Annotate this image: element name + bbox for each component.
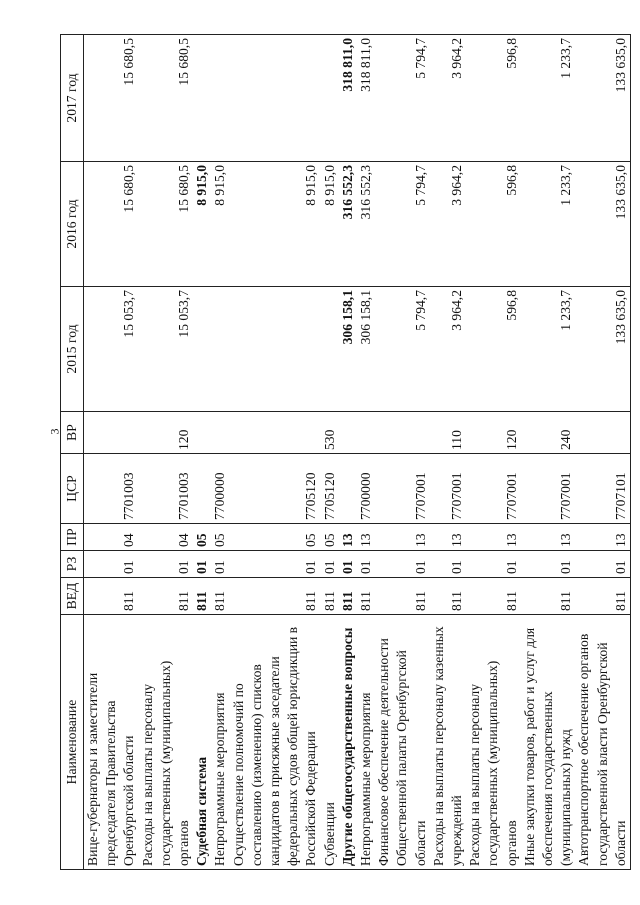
row-2015: 5 794,7	[375, 287, 430, 412]
row-name: Непрограммные мероприятия	[357, 615, 375, 870]
header-row	[61, 35, 84, 870]
row-csr: 7707001	[430, 454, 466, 524]
row-2016: 1 233,7	[521, 162, 576, 287]
header-rz: РЗ	[61, 551, 84, 578]
row-ved: 811	[84, 578, 139, 615]
row-rz: 01	[521, 551, 576, 578]
row-2017: 133 635,0	[575, 35, 630, 162]
header-ved: ВЕД	[61, 578, 84, 615]
row-rz: 01	[230, 551, 321, 578]
row-vr	[339, 412, 357, 454]
row-2015	[211, 287, 229, 412]
row-2017	[230, 35, 321, 162]
row-vr	[575, 412, 630, 454]
table-row	[211, 35, 229, 870]
row-vr	[375, 412, 430, 454]
row-2017: 318 811,0	[357, 35, 375, 162]
header-name: Наименование	[61, 615, 84, 870]
row-rz: 01	[430, 551, 466, 578]
header-pr: ПР	[61, 524, 84, 551]
row-pr: 04	[139, 524, 194, 551]
row-2016: 8 915,0	[193, 162, 211, 287]
row-csr: 7701003	[139, 454, 194, 524]
row-vr	[230, 412, 321, 454]
row-2017	[211, 35, 229, 162]
table-body	[84, 35, 631, 870]
row-2017	[193, 35, 211, 162]
row-pr: 05	[230, 524, 321, 551]
row-2015: 3 964,2	[430, 287, 466, 412]
row-vr	[211, 412, 229, 454]
row-csr: 7707001	[521, 454, 576, 524]
row-ved: 811	[139, 578, 194, 615]
row-name: Субвенции	[321, 615, 339, 870]
row-2017	[321, 35, 339, 162]
row-ved: 811	[211, 578, 229, 615]
row-2017: 318 811,0	[339, 35, 357, 162]
row-name: Расходы на выплаты персоналу государственных (муниципальных) органов	[139, 615, 194, 870]
row-rz: 01	[84, 551, 139, 578]
row-name: Расходы на выплаты персоналу государственных (муниципальных) органов	[466, 615, 521, 870]
row-ved: 811	[466, 578, 521, 615]
row-ved: 811	[357, 578, 375, 615]
table-row	[321, 35, 339, 870]
row-csr: 7705120	[230, 454, 321, 524]
row-csr: 7705120	[321, 454, 339, 524]
row-rz: 01	[357, 551, 375, 578]
row-ved: 811	[230, 578, 321, 615]
row-csr	[193, 454, 211, 524]
row-2016: 133 635,0	[575, 162, 630, 287]
table-row	[466, 35, 521, 870]
table-row	[139, 35, 194, 870]
row-name: Вице-губернаторы и заместители председателя Правительства Оренбургской области	[84, 615, 139, 870]
row-name: Иные закупки товаров, работ и услуг для обеспечения государственных (муниципальных) нужд	[521, 615, 576, 870]
row-csr	[339, 454, 357, 524]
row-2015: 133 635,0	[575, 287, 630, 412]
budget-table	[60, 34, 631, 870]
row-pr: 05	[321, 524, 339, 551]
row-ved: 811	[521, 578, 576, 615]
row-rz: 01	[339, 551, 357, 578]
row-2015: 306 158,1	[357, 287, 375, 412]
row-pr: 04	[84, 524, 139, 551]
row-rz: 01	[466, 551, 521, 578]
table-row	[84, 35, 139, 870]
row-rz: 01	[139, 551, 194, 578]
row-2016: 3 964,2	[430, 162, 466, 287]
row-2015: 306 158,1	[339, 287, 357, 412]
table-row	[575, 35, 630, 870]
row-name: Осуществление полномочий по составлению (изменению) списков кандидатов в присяжные заседатели федеральных судов общей юрисдикции в Российской Федерации	[230, 615, 321, 870]
row-pr: 13	[521, 524, 576, 551]
row-csr: 7701003	[84, 454, 139, 524]
row-vr: 120	[139, 412, 194, 454]
row-csr: 7707101	[575, 454, 630, 524]
row-2017: 1 233,7	[521, 35, 576, 162]
row-pr: 13	[357, 524, 375, 551]
row-2017: 15 680,5	[84, 35, 139, 162]
row-2016: 8 915,0	[321, 162, 339, 287]
row-2016: 8 915,0	[230, 162, 321, 287]
row-2017: 15 680,5	[139, 35, 194, 162]
table-row	[357, 35, 375, 870]
table-row	[193, 35, 211, 870]
row-name: Финансовое обеспечение деятельности Общественной палаты Оренбургской области	[375, 615, 430, 870]
row-name: Другие общегосударственные вопросы	[339, 615, 357, 870]
row-pr: 13	[575, 524, 630, 551]
row-ved: 811	[339, 578, 357, 615]
row-csr: 7700000	[211, 454, 229, 524]
row-vr: 120	[466, 412, 521, 454]
row-2015: 596,8	[466, 287, 521, 412]
header-vr: ВР	[61, 412, 84, 454]
row-vr	[84, 412, 139, 454]
row-rz: 01	[375, 551, 430, 578]
table-row	[339, 35, 357, 870]
header-csr: ЦСР	[61, 454, 84, 524]
row-vr	[193, 412, 211, 454]
table-row	[230, 35, 321, 870]
row-2016: 15 680,5	[139, 162, 194, 287]
row-pr: 05	[193, 524, 211, 551]
row-pr: 13	[430, 524, 466, 551]
header-2015: 2015 год	[61, 287, 84, 412]
row-2015	[321, 287, 339, 412]
row-rz: 01	[193, 551, 211, 578]
row-pr: 13	[339, 524, 357, 551]
row-2016: 316 552,3	[339, 162, 357, 287]
table-row	[521, 35, 576, 870]
row-name: Непрограммные мероприятия	[211, 615, 229, 870]
row-pr: 05	[211, 524, 229, 551]
row-2016: 316 552,3	[357, 162, 375, 287]
row-2015	[230, 287, 321, 412]
rotated-page	[60, 35, 628, 870]
row-csr: 7707001	[375, 454, 430, 524]
row-csr: 7707001	[466, 454, 521, 524]
row-pr: 13	[375, 524, 430, 551]
page-number: 3	[47, 428, 62, 435]
row-ved: 811	[375, 578, 430, 615]
row-rz: 01	[211, 551, 229, 578]
row-vr: 110	[430, 412, 466, 454]
table-row	[375, 35, 430, 870]
header-2016: 2016 год	[61, 162, 84, 287]
table-row	[430, 35, 466, 870]
row-vr: 240	[521, 412, 576, 454]
row-2016: 8 915,0	[211, 162, 229, 287]
row-rz: 01	[321, 551, 339, 578]
row-vr: 530	[321, 412, 339, 454]
row-2015	[193, 287, 211, 412]
row-2015: 15 053,7	[139, 287, 194, 412]
row-name: Автотранспортное обеспечение органов государственной власти Оренбургской области	[575, 615, 630, 870]
row-ved: 811	[193, 578, 211, 615]
row-2015: 15 053,7	[84, 287, 139, 412]
row-2016: 596,8	[466, 162, 521, 287]
row-csr: 7700000	[357, 454, 375, 524]
header-2017: 2017 год	[61, 35, 84, 162]
row-2017: 3 964,2	[430, 35, 466, 162]
row-rz: 01	[575, 551, 630, 578]
row-2016: 5 794,7	[375, 162, 430, 287]
row-2015: 1 233,7	[521, 287, 576, 412]
row-name: Расходы на выплаты персоналу казенных учреждений	[430, 615, 466, 870]
row-2016: 15 680,5	[84, 162, 139, 287]
row-ved: 811	[430, 578, 466, 615]
row-ved: 811	[321, 578, 339, 615]
row-pr: 13	[466, 524, 521, 551]
row-ved: 811	[575, 578, 630, 615]
row-name: Судебная система	[193, 615, 211, 870]
row-2017: 596,8	[466, 35, 521, 162]
row-2017: 5 794,7	[375, 35, 430, 162]
row-vr	[357, 412, 375, 454]
